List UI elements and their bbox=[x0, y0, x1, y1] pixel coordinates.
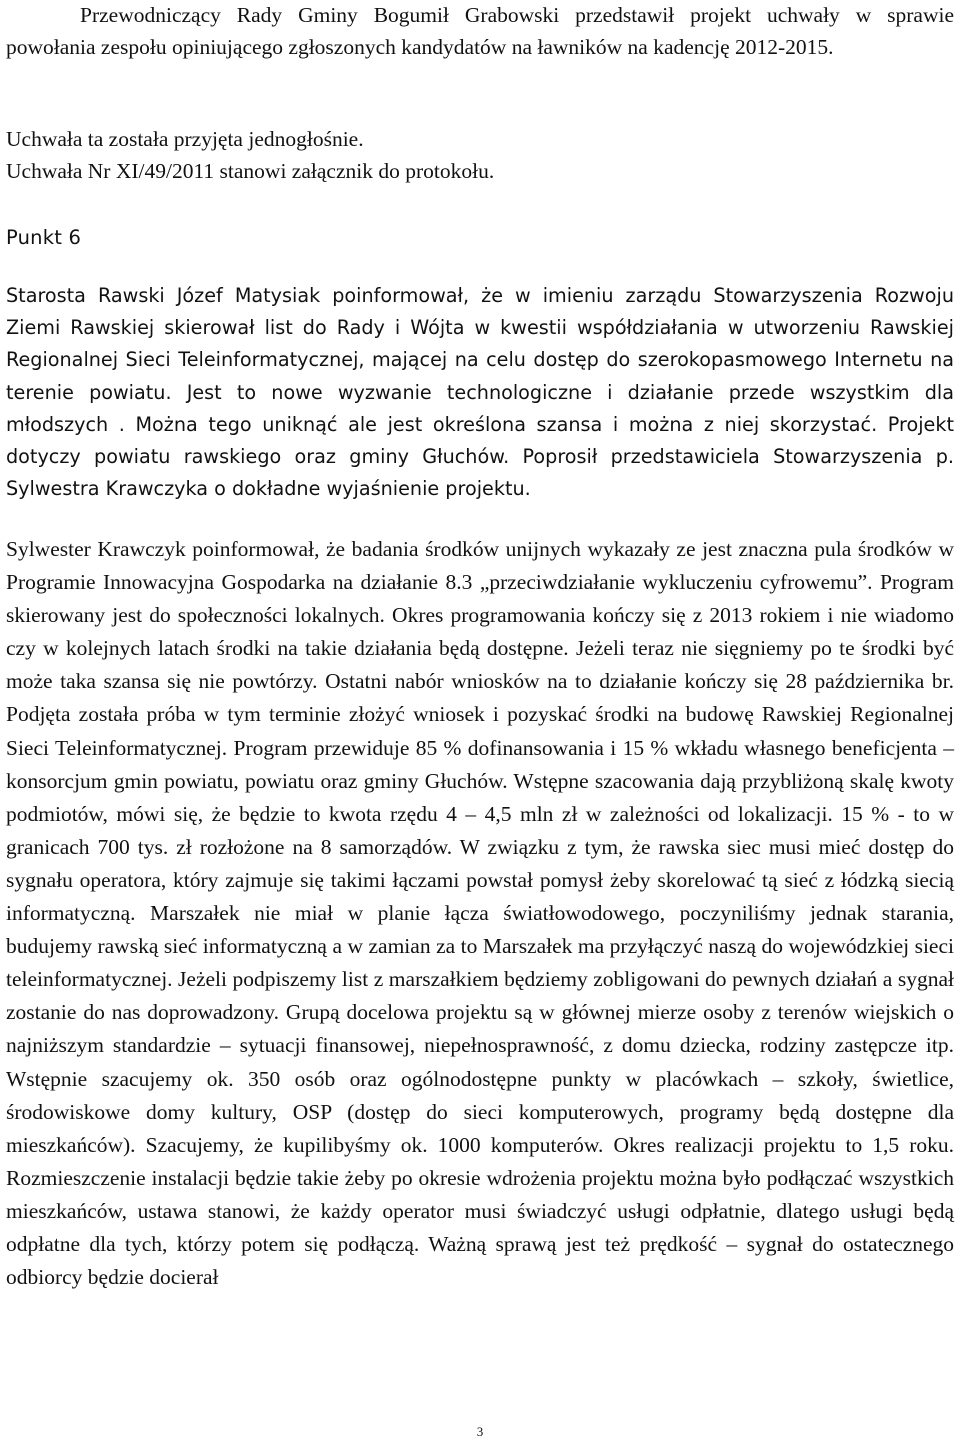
section-heading: Punkt 6 bbox=[6, 226, 82, 249]
paragraph-starosta-statement: Starosta Rawski Józef Matysiak poinformował, że w imieniu zarządu Stowarzyszenia Rozwoju Ziemi Rawskiej skierował list do Rady i Wójta w kwestii współdziałania w utworzeniu Rawskiej Regionalnej Sieci Teleinformatycznej, mającej na celu dostęp do szerokopasmowego Internetu na terenie powiatu. Jest to nowe wyzwanie technologiczne i działanie przede wszystkim dla młodszych . Można tego uniknąć ale jest określona szansa i można z niej skorzystać. Projekt dotyczy powiatu rawskiego oraz gminy Głuchów. Poprosił przedstawiciela Stowarzyszenia p. Sylwestra Krawczyka o dokładne wyjaśnienie projektu. bbox=[6, 284, 954, 501]
paragraph-krawczyk-statement: Sylwester Krawczyk poinformował, że badania środków unijnych wykazały ze jest znaczna pula środków w Programie Innowacyjna Gospodarka na działanie 8.3 „przeciwdziałanie wykluczeniu cyfrowemu”. Program skierowany jest do społeczności lokalnych. Okres programowania kończy się z 2013 rokiem i nie wiadomo czy w kolejnych latach środki na takie działania będą dostępne. Jeżeli teraz nie sięgniemy po te środki być może taka szansa się nie powtórzy. Ostatni nabór wniosków na to działanie kończy się 28 października br. Podjęta została próba w tym terminie złożyć wniosek i pozyskać środki na budowę Rawskiej Regionalnej Sieci Teleinformatycznej. Program przewiduje 85 % dofinansowania i 15 % wkładu własnego beneficjenta – konsorcjum gmin powiatu, powiatu oraz gminy Głuchów. Wstępne szacowania dają przybliżoną skalę kwoty podmiotów, mówi się, że będzie to kwota rzędu 4 – 4,5 mln zł w zależności od lokalizacji. 15 % - to w granicach 700 tys. zł rozłożone na 8 samorządów. W związku z tym, że rawska siec musi mieć dostęp do sygnału operatora, który zajmuje się takimi łączami powstał pomysł żeby skorelować tą sieć z łódzką siecią informatyczną. Marszałek nie miał w planie łącza światłowodowego, poczyniliśmy jednak starania, budujemy rawską sieć informatyczną a w zamian za to Marszałek ma przyłączyć naszą do wojewódzkiej sieci teleinformatycznej. Jeżeli podpiszemy list z marszałkiem będziemy zobligowani do pewnych działań a sygnał zostanie do nas doprowadzony. Grupą docelowa projektu są w głównej mierze osoby z terenów wiejskich o najniższym standardzie – sytuacji finansowej, niepełnosprawność, z domu dziecka, rodziny zastępcze itp. Wstępnie szacujemy ok. 350 osób oraz ogólnodostępne punkty w placówkach – szkoły, świetlice, środowiskowe domy kultury, OSP (dostęp do sieci komputerowych, programy będą dostępne dla mieszkańców). Szacujemy, że kupilibyśmy ok. 1000 komputerów. Okres realizacji projektu to 1,5 roku. Rozmieszczenie instalacji będzie takie żeby po okresie wdrożenia projektu można było podłączać wszystkich mieszkańców, ustawa stanowi, że każdy operator musi świadczyć usługi odpłatnie, dlatego usługi będą odpłatne dla tych, którzy potem się podłączą. Ważną sprawą jest też prędkość – sygnał do ostatecznego odbiorcy będzie docierał bbox=[6, 537, 954, 1290]
page-number: 3 bbox=[476, 1424, 484, 1439]
paragraph-resolution-attachment: Uchwała Nr XI/49/2011 stanowi załącznik do protokołu. bbox=[6, 159, 495, 183]
paragraph-resolution-adopted: Uchwała ta została przyjęta jednogłośnie. bbox=[6, 127, 364, 151]
paragraph-resolution-presentation: Przewodniczący Rady Gminy Bogumił Grabowski przedstawił projekt uchwały w sprawie powołania zespołu opiniującego zgłoszonych kandydatów na ławników na kadencję 2012-2015. bbox=[6, 3, 954, 59]
